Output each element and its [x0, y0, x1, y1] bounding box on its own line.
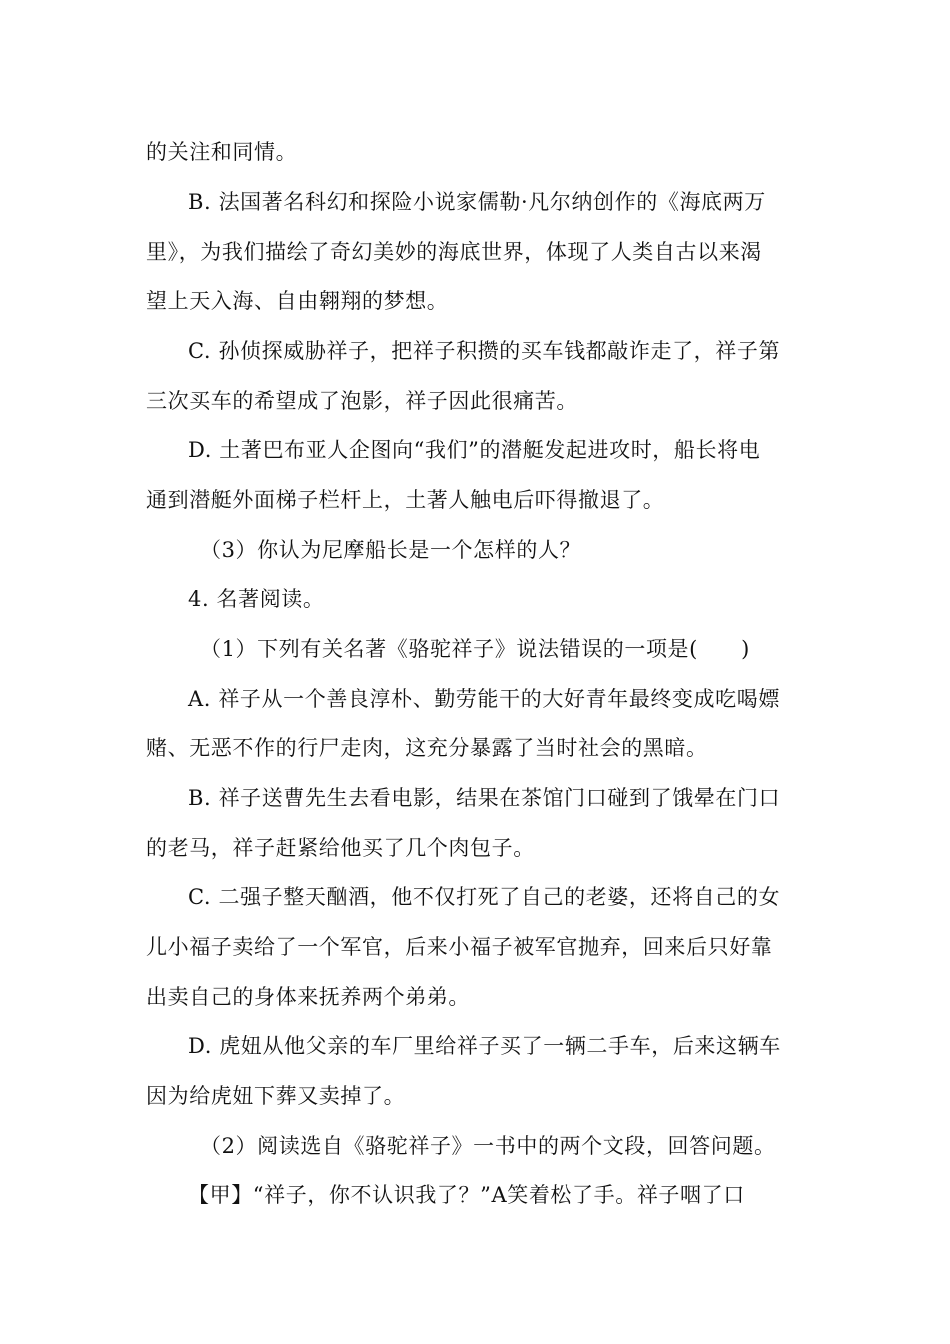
- q4-option-c-line-2: 儿小福子卖给了一个军官，后来小福子被军官抛弃，回来后只好靠: [146, 935, 773, 959]
- option-b-line-2: 里》，为我们描绘了奇幻美妙的海底世界，体现了人类自古以来渴: [146, 240, 762, 264]
- option-b-line-1: B. 法国著名科幻和探险小说家儒勒·凡尔纳创作的《海底两万: [188, 190, 766, 214]
- q4-option-c-line-3: 出卖自己的身体来抚养两个弟弟。: [146, 985, 470, 1009]
- question-4-2: （2）阅读选自《骆驼祥子》一书中的两个文段，回答问题。: [200, 1134, 776, 1158]
- option-d-line-2: 通到潜艇外面梯子栏杆上，土著人触电后吓得撤退了。: [146, 488, 665, 512]
- option-c-line-1: C. 孙侦探威胁祥子，把祥子积攒的买车钱都敲诈走了，祥子第: [188, 339, 781, 363]
- question-3: （3）你认为尼摩船长是一个怎样的人？: [200, 538, 582, 562]
- q4-option-d-line-1: D. 虎妞从他父亲的车厂里给祥子买了一辆二手车，后来这辆车: [188, 1034, 781, 1058]
- q4-option-b-line-2: 的老马，祥子赶紧给他买了几个肉包子。: [146, 836, 535, 860]
- q4-option-c-line-1: C. 二强子整天酗酒，他不仅打死了自己的老婆，还将自己的女: [188, 885, 781, 909]
- question-4-heading: 4. 名著阅读。: [188, 587, 325, 611]
- option-c-line-2: 三次买车的希望成了泡影，祥子因此很痛苦。: [146, 389, 578, 413]
- q4-option-a-line-2: 赌、无恶不作的行尸走肉，这充分暴露了当时社会的黑暗。: [146, 736, 708, 760]
- option-d-line-1: D. 土著巴布亚人企图向“我们”的潜艇发起进攻时，船长将电: [188, 438, 761, 462]
- passage-jia-line-1: 【甲】“祥子，你不认识我了？”A笑着松了手。祥子咽了口: [188, 1183, 745, 1207]
- question-4-1: （1）下列有关名著《骆驼祥子》说法错误的一项是( ): [200, 637, 750, 661]
- option-b-line-3: 望上天入海、自由翱翔的梦想。: [146, 289, 449, 313]
- q4-option-d-line-2: 因为给虎妞下葬又卖掉了。: [146, 1084, 406, 1108]
- q4-option-a-line-1: A. 祥子从一个善良淳朴、勤劳能干的大好青年最终变成吃喝嫖: [188, 687, 780, 711]
- q4-option-b-line-1: B. 祥子送曹先生去看电影，结果在茶馆门口碰到了饿晕在门口: [188, 786, 781, 810]
- text-line-1: 的关注和同情。: [146, 140, 298, 164]
